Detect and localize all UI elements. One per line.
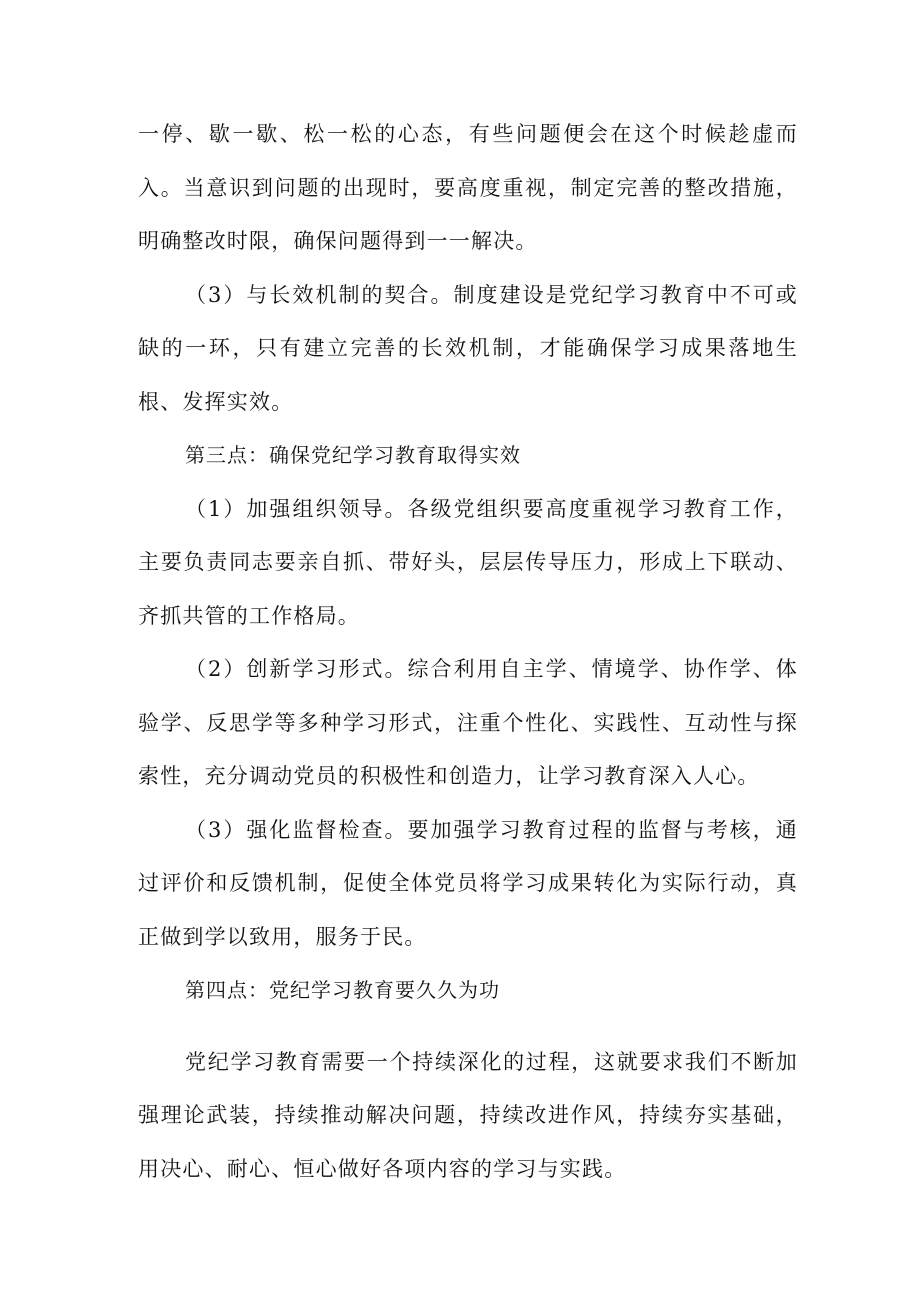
- paragraph-long-term-mechanism: （3）与长效机制的契合。制度建设是党纪学习教育中不可或缺的一环，只有建立完善的长效机制，才能确保学习成果落地生根、发挥实效。: [138, 282, 798, 414]
- paragraph-organization-leadership: （1）加强组织领导。各级党组织要高度重视学习教育工作，主要负责同志要亲自抓、带好头，层层传导压力，形成上下联动、齐抓共管的工作格局。: [138, 496, 798, 628]
- document-body: [138, 108, 798, 1196]
- section-heading-fourth-point: 第四点：党纪学习教育要久久为功: [185, 978, 500, 1002]
- paragraph-continuation: 一停、歇一歇、松一松的心态，有些问题便会在这个时候趁虚而入。当意识到问题的出现时，要高度重视，制定完善的整改措施，明确整改时限，确保问题得到一一解决。: [138, 122, 798, 253]
- paragraph-supervision: （3）强化监督检查。要加强学习教育过程的监督与考核，通过评价和反馈机制，促使全体党员将学习成果转化为实际行动，真正做到学以致用，服务于民。: [138, 817, 798, 949]
- section-heading-third-point: 第三点：确保党纪学习教育取得实效: [185, 443, 521, 467]
- paragraph-long-lasting-effort: 党纪学习教育需要一个持续深化的过程，这就要求我们不断加强理论武装，持续推动解决问题，持续改进作风，持续夯实基础，用决心、耐心、恒心做好各项内容的学习与实践。: [138, 1049, 798, 1181]
- spacer: [138, 1018, 798, 1036]
- paragraph-learning-forms: （2）创新学习形式。综合利用自主学、情境学、协作学、体验学、反思学等多种学习形式，注重个性化、实践性、互动性与探索性，充分调动党员的积极性和创造力，让学习教育深入人心。: [138, 657, 798, 788]
